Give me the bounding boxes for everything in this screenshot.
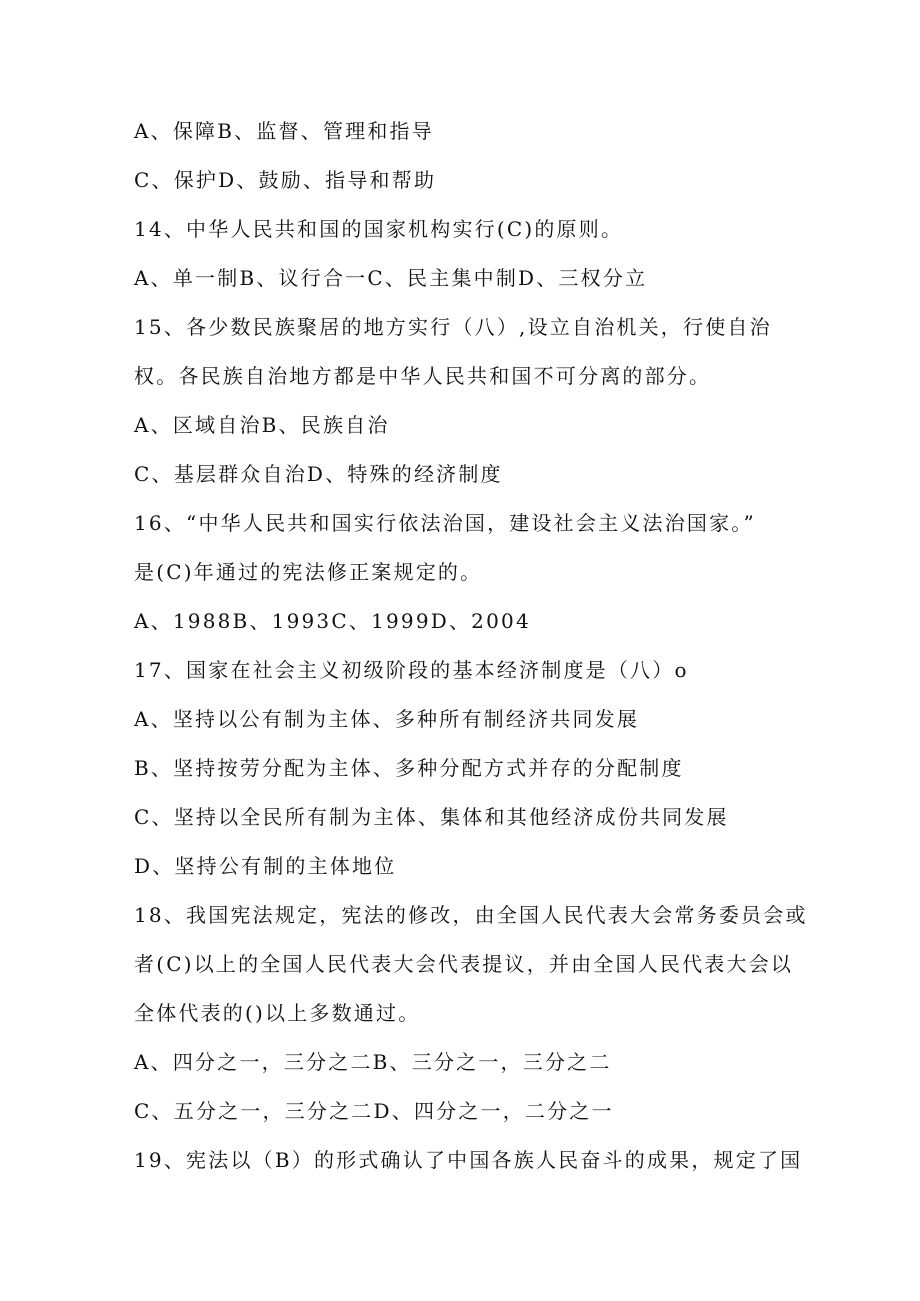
option-line-q16: A、1988B、1993C、1999D、2004: [134, 609, 531, 633]
option-q17-a: A、坚持以公有制为主体、多种所有制经济共同发展: [134, 707, 640, 731]
question-16-part1: 16、“中华人民共和国实行依法治国，建设社会主义法治国家。”: [134, 511, 756, 535]
question-15-part1: 15、各少数民族聚居的地方实行（八）,设立自治机关，行使自治: [134, 315, 772, 339]
option-line-q14: A、单一制B、议行合一C、民主集中制D、三权分立: [134, 266, 648, 290]
option-q17-c: C、坚持以全民所有制为主体、集体和其他经济成份共同发展: [134, 805, 729, 829]
document-body: [134, 111, 808, 1189]
option-line-q15-cd: C、基层群众自治D、特殊的经济制度: [134, 462, 503, 486]
option-q17-b: B、坚持按劳分配为主体、多种分配方式并存的分配制度: [134, 756, 684, 780]
option-q17-d: D、坚持公有制的主体地位: [134, 854, 397, 878]
option-line-q13-cd: C、保护D、鼓励、指导和帮助: [134, 168, 437, 192]
question-15-part2: 权。各民族自治地方都是中华人民共和国不可分离的部分。: [134, 364, 712, 388]
question-18-part1: 18、我国宪法规定，宪法的修改，由全国人民代表大会常务委员会或: [134, 903, 808, 927]
question-14: 14、中华人民共和国的国家机构实行(C)的原则。: [134, 217, 624, 241]
question-17: 17、国家在社会主义初级阶段的基本经济制度是（八）o: [134, 658, 689, 682]
option-line-q15-ab: A、区域自治B、民族自治: [134, 413, 390, 437]
option-line-q18-cd: C、五分之一，三分之二D、四分之一，二分之一: [134, 1099, 614, 1123]
question-19-part1: 19、宪法以（B）的形式确认了中国各族人民奋斗的成果，规定了国: [134, 1148, 803, 1172]
question-18-part3: 全体代表的()以上多数通过。: [134, 1001, 421, 1025]
question-16-part2: 是(C)年通过的宪法修正案规定的。: [134, 560, 483, 584]
question-18-part2: 者(C)以上的全国人民代表大会代表提议，并由全国人民代表大会以: [134, 952, 794, 976]
option-line-q13-ab: A、保障B、监督、管理和指导: [134, 119, 434, 143]
option-line-q18-ab: A、四分之一，三分之二B、三分之一，三分之二: [134, 1050, 612, 1074]
